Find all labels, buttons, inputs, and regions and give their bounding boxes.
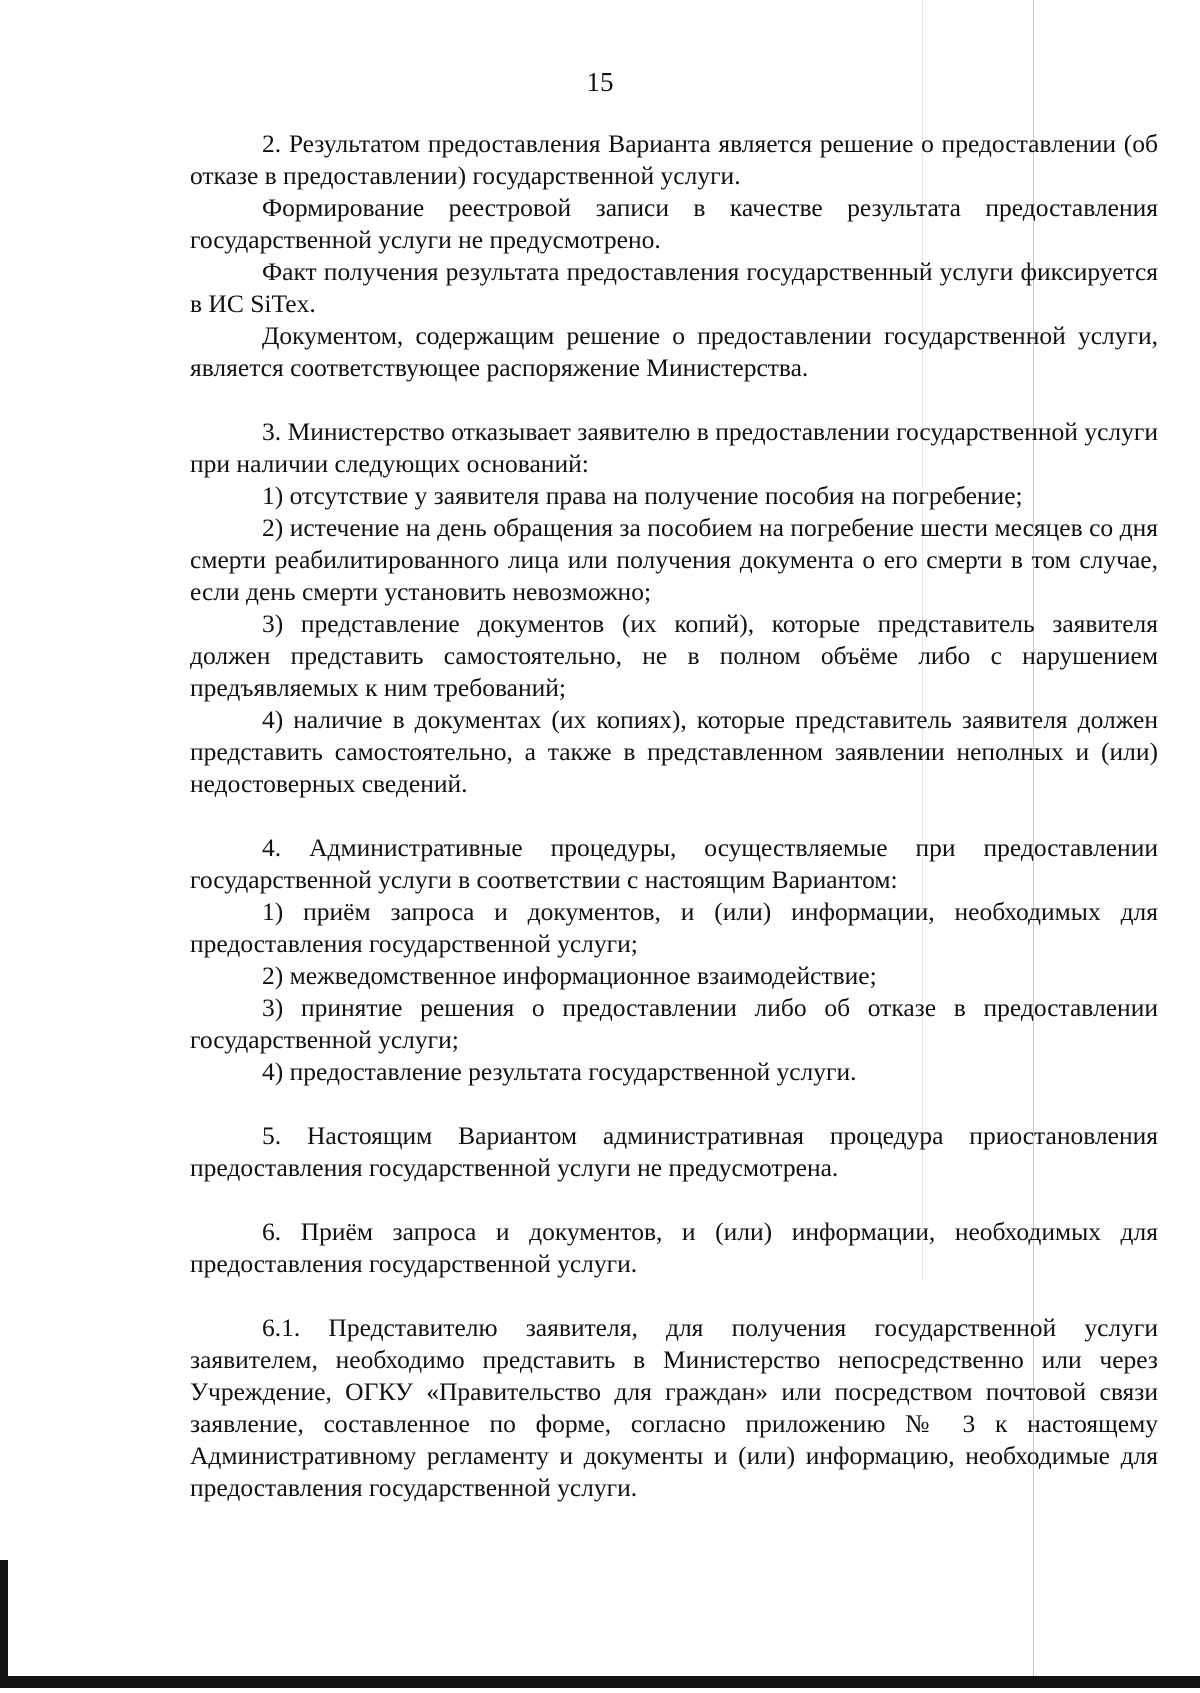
paragraph-registry-record: Формирование реестровой записи в качестве результата предоставления государственной услуги не предусмотрено. (190, 193, 1158, 254)
list-item-procedure-1: 1) приём запроса и документов, и (или) информации, необходимых для предоставления государственной услуги; (190, 897, 1158, 958)
list-item-refusal-1: 1) отсутствие у заявителя права на получение пособия на погребение; (262, 481, 1023, 510)
scan-border-bottom (0, 1676, 1200, 1688)
paragraph-fact-sitex: Факт получения результата предоставления государственный услуги фиксируется в ИС SiTex. (190, 257, 1158, 318)
paragraph-6-1-representative: 6.1. Представителю заявителя, для получения государственной услуги заявителем, необходимо представить в Министерство непосредственно или через Учреждение, ОГКУ «Правительство для граждан» или посредством почтовой связи заявление, составленное по форме, согласно приложению № 3 к настоящему Административному регламенту и документы и (или) информацию, необходимые для предоставления государственной услуги. (190, 1313, 1158, 1502)
list-item-procedure-2: 2) межведомственное информационное взаимодействие; (262, 961, 877, 990)
paragraph-4-procedures: 4. Административные процедуры, осуществляемые при предоставлении государственной услуги в соответствии с настоящим Вариантом: (190, 833, 1158, 894)
scan-border-left (0, 1560, 8, 1688)
paragraph-gap (190, 1088, 1158, 1120)
paragraph-document-decision: Документом, содержащим решение о предоставлении государственной услуги, является соответствующее распоряжение Министерства. (190, 321, 1158, 382)
list-item-refusal-2: 2) истечение на день обращения за пособием на погребение шести месяцев со дня смерти реабилитированного лица или получения документа о его смерти в том случае, если день смерти установить невозможно; (190, 513, 1158, 606)
list-item-refusal-4: 4) наличие в документах (их копиях), которые представитель заявителя должен представить самостоятельно, а также в представленном заявлении неполных и (или) недостоверных сведений. (190, 705, 1158, 798)
document-body (190, 128, 1158, 1504)
list-item-refusal-3: 3) представление документов (их копий), которые представитель заявителя должен представить самостоятельно, не в полном объёме либо с нарушением предъявляемых к ним требований; (190, 609, 1158, 702)
paragraph-2-result: 2. Результатом предоставления Варианта является решение о предоставлении (об отказе в предоставлении) государственной услуги. (190, 129, 1158, 190)
paragraph-gap (190, 1184, 1158, 1216)
paragraph-gap (190, 384, 1158, 416)
list-item-procedure-4: 4) предоставление результата государственной услуги. (262, 1057, 857, 1086)
paragraph-5-suspension: 5. Настоящим Вариантом административная процедура приостановления предоставления государственной услуги не предусмотрена. (190, 1121, 1158, 1182)
paragraph-gap (190, 800, 1158, 832)
paragraph-3-refusal: 3. Министерство отказывает заявителю в предоставлении государственной услуги при наличии следующих оснований: (190, 417, 1158, 478)
paragraph-6-reception: 6. Приём запроса и документов, и (или) информации, необходимых для предоставления государственной услуги. (190, 1217, 1158, 1278)
paragraph-gap (190, 1280, 1158, 1312)
page-number: 15 (586, 67, 614, 97)
list-item-procedure-3: 3) принятие решения о предоставлении либо об отказе в предоставлении государственной услуги; (190, 993, 1158, 1054)
